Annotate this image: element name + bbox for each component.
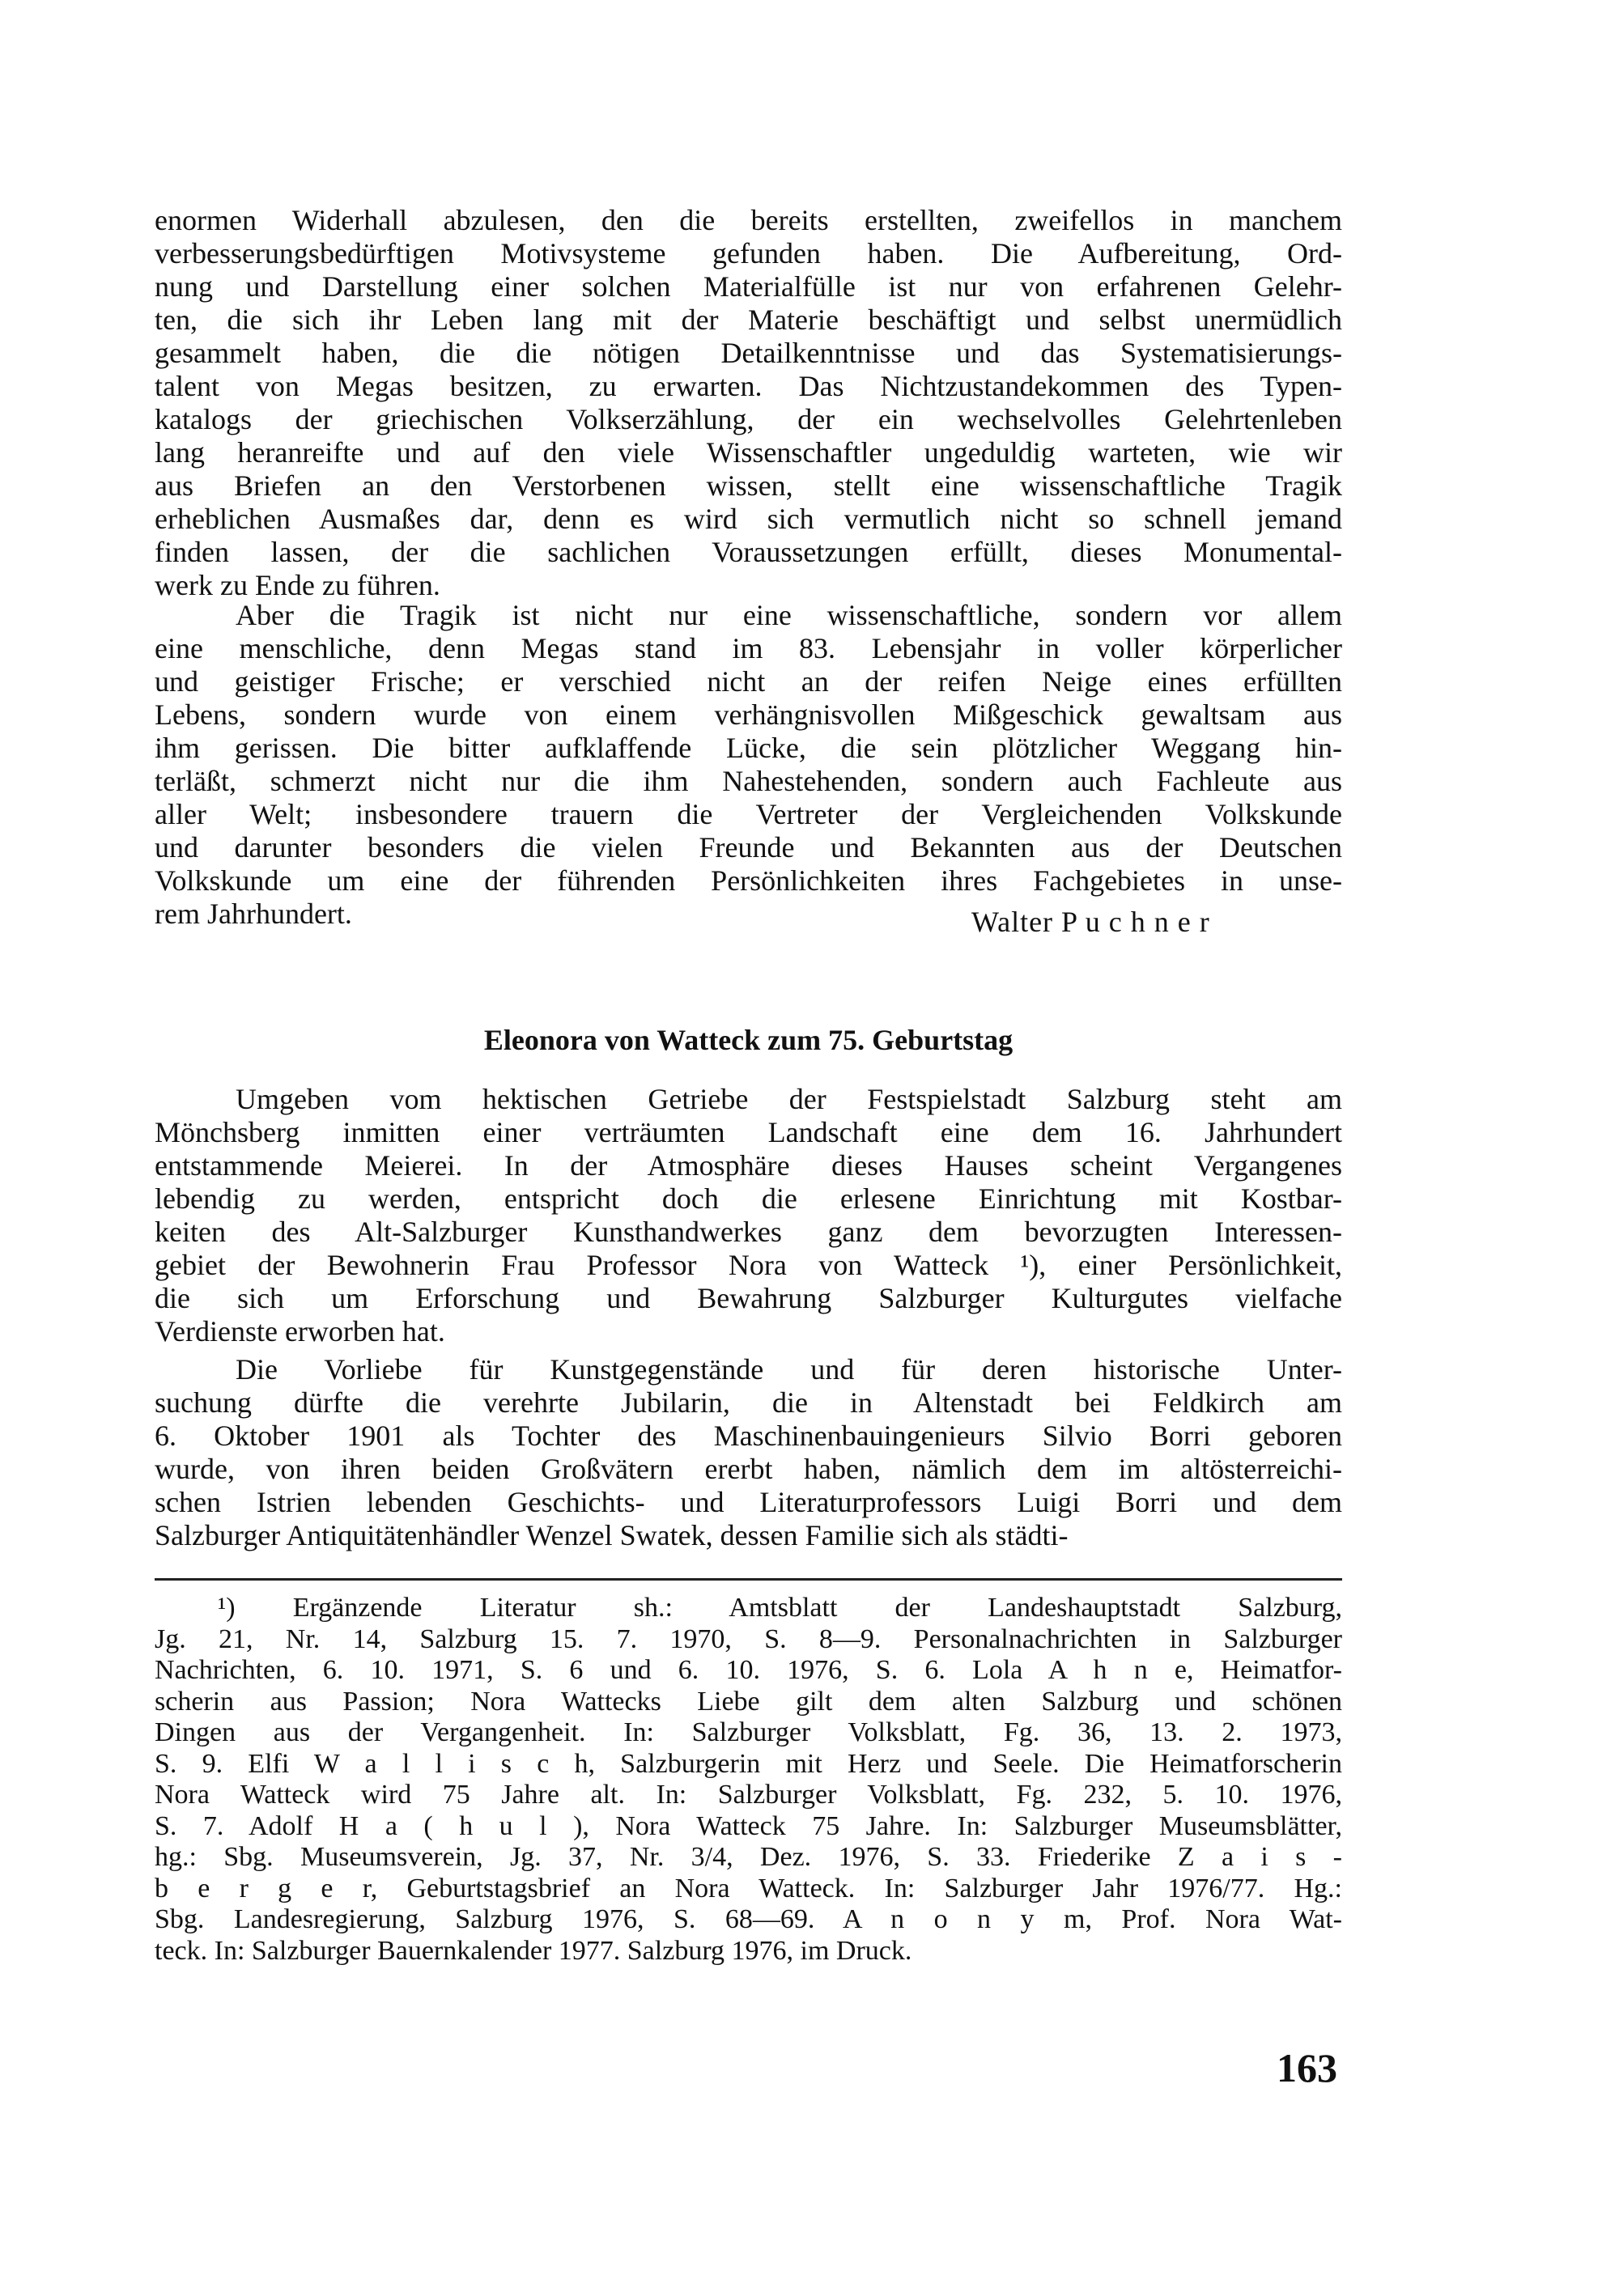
text-line: Nora Watteck wird 75 Jahre alt. In: Salzburger Volksblatt, Fg. 232, 5. 10. 1976,	[155, 1780, 1342, 1810]
text-line: ihm gerissen. Die bitter aufklaffende Lücke, die sein plötzlicher Weggang hin-	[155, 732, 1342, 764]
text-line: Aber die Tragik ist nicht nur eine wissenschaftliche, sondern vor allem	[236, 599, 1342, 631]
text-line: b e r g e r, Geburtstagsbrief an Nora Watteck. In: Salzburger Jahr 1976/77. Hg.:	[155, 1873, 1342, 1903]
text-line: S. 9. Elfi W a l l i s c h, Salzburgerin mit Herz und Seele. Die Heimatforscherin	[155, 1748, 1342, 1779]
text-line: wurde, von ihren beiden Großvätern ererbt haben, nämlich dem im altösterreichi-	[155, 1453, 1342, 1485]
article-paragraph-2	[155, 1353, 1342, 1552]
text-line: ¹) Ergänzende Literatur sh.: Amtsblatt der Landeshauptstadt Salzburg,	[218, 1593, 1342, 1623]
text-line: die sich um Erforschung und Bewahrung Salzburger Kulturgutes vielfache	[155, 1282, 1342, 1314]
text-line: 6. Oktober 1901 als Tochter des Maschinenbauingenieurs Silvio Borri geboren	[155, 1420, 1342, 1452]
text-line: gesammelt haben, die die nötigen Detailkenntnisse und das Systematisierungs-	[155, 337, 1342, 369]
author-signature: Walter P u c h n e r	[971, 906, 1210, 938]
footnote-divider	[155, 1578, 1342, 1581]
text-line: Umgeben vom hektischen Getriebe der Festspielstadt Salzburg steht am	[236, 1083, 1342, 1115]
text-line: aus Briefen an den Verstorbenen wissen, stellt eine wissenschaftliche Tragik	[155, 469, 1342, 502]
text-line: verbesserungsbedürftigen Motivsysteme gefunden haben. Die Aufbereitung, Ord-	[155, 237, 1342, 269]
page-number: 163	[1277, 2045, 1337, 2090]
text-line: schen Istrien lebenden Geschichts- und Literaturprofessors Luigi Borri und dem	[155, 1486, 1342, 1518]
text-line: Mönchsberg inmitten einer verträumten Landschaft eine dem 16. Jahrhundert	[155, 1116, 1342, 1148]
footnote	[155, 1593, 1342, 1967]
article-title: Eleonora von Watteck zum 75. Geburtstag	[483, 1024, 1013, 1056]
text-line: ten, die sich ihr Leben lang mit der Materie beschäftigt und selbst unermüdlich	[155, 303, 1342, 336]
text-line: aller Welt; insbesondere trauern die Vertreter der Vergleichenden Volkskunde	[155, 798, 1342, 830]
text-line: Volkskunde um eine der führenden Persönlichkeiten ihres Fachgebietes in unse-	[155, 864, 1342, 897]
text-line: entstammende Meierei. In der Atmosphäre dieses Hauses scheint Vergangenes	[155, 1149, 1342, 1182]
article-paragraph-1	[155, 1083, 1342, 1348]
text-line: terläßt, schmerzt nicht nur die ihm Nahestehenden, sondern auch Fachleute aus	[155, 765, 1342, 797]
text-line: talent von Megas besitzen, zu erwarten. Das Nichtzustandekommen des Typen-	[155, 370, 1342, 402]
text-line: nung und Darstellung einer solchen Materialfülle ist nur von erfahrenen Gelehr-	[155, 270, 1342, 303]
text-line: scherin aus Passion; Nora Wattecks Liebe gilt dem alten Salzburg und schönen	[155, 1686, 1342, 1717]
text-line: enormen Widerhall abzulesen, den die bereits erstellten, zweifellos in manchem	[155, 204, 1342, 236]
text-line: teck. In: Salzburger Bauernkalender 1977. Salzburg 1976, im Druck.	[155, 1935, 912, 1966]
text-line: erheblichen Ausmaßes dar, denn es wird sich vermutlich nicht so schnell jemand	[155, 503, 1342, 535]
text-line: Nachrichten, 6. 10. 1971, S. 6 und 6. 10. 1976, S. 6. Lola A h n e, Heimatfor-	[155, 1655, 1342, 1685]
text-line: rem Jahrhundert.	[155, 898, 352, 930]
text-line: und geistiger Frische; er verschied nicht an der reifen Neige eines erfüllten	[155, 665, 1342, 698]
text-line: Salzburger Antiquitätenhändler Wenzel Swatek, dessen Familie sich als städti-	[155, 1519, 1069, 1551]
obituary-paragraph-1	[155, 204, 1342, 602]
text-line: Dingen aus der Vergangenheit. In: Salzburger Volksblatt, Fg. 36, 13. 2. 1973,	[155, 1717, 1342, 1747]
text-line: keiten des Alt-Salzburger Kunsthandwerkes ganz dem bevorzugten Interessen-	[155, 1216, 1342, 1248]
text-line: und darunter besonders die vielen Freunde und Bekannten aus der Deutschen	[155, 831, 1342, 864]
text-line: Jg. 21, Nr. 14, Salzburg 15. 7. 1970, S. 8—9. Personalnachrichten in Salzburger	[155, 1623, 1342, 1654]
text-line: lebendig zu werden, entspricht doch die erlesene Einrichtung mit Kostbar-	[155, 1182, 1342, 1215]
text-line: Lebens, sondern wurde von einem verhängnisvollen Mißgeschick gewaltsam aus	[155, 698, 1342, 731]
text-line: S. 7. Adolf H a ( h u l ), Nora Watteck 75 Jahre. In: Salzburger Museumsblätter,	[155, 1810, 1342, 1841]
text-line: Verdienste erworben hat.	[155, 1315, 445, 1347]
text-line: katalogs der griechischen Volkserzählung, der ein wechselvolles Gelehrtenleben	[155, 403, 1342, 435]
text-line: eine menschliche, denn Megas stand im 83. Lebensjahr in voller körperlicher	[155, 632, 1342, 664]
text-line: suchung dürfte die verehrte Jubilarin, die in Altenstadt bei Feldkirch am	[155, 1386, 1342, 1419]
text-line: hg.: Sbg. Museumsverein, Jg. 37, Nr. 3/4, Dez. 1976, S. 33. Friederike Z a i s -	[155, 1842, 1342, 1872]
text-line: Die Vorliebe für Kunstgegenstände und für deren historische Unter-	[236, 1353, 1342, 1386]
text-line: werk zu Ende zu führen.	[155, 569, 440, 601]
text-line: lang heranreifte und auf den viele Wissenschaftler ungeduldig warteten, wie wir	[155, 436, 1342, 469]
obituary-paragraph-2	[155, 599, 1342, 931]
text-line: finden lassen, der die sachlichen Voraussetzungen erfüllt, dieses Monumental-	[155, 536, 1342, 568]
text-line: Sbg. Landesregierung, Salzburg 1976, S. 68—69. A n o n y m, Prof. Nora Wat-	[155, 1904, 1342, 1934]
text-line: gebiet der Bewohnerin Frau Professor Nora von Watteck ¹), einer Persönlichkeit,	[155, 1249, 1342, 1281]
